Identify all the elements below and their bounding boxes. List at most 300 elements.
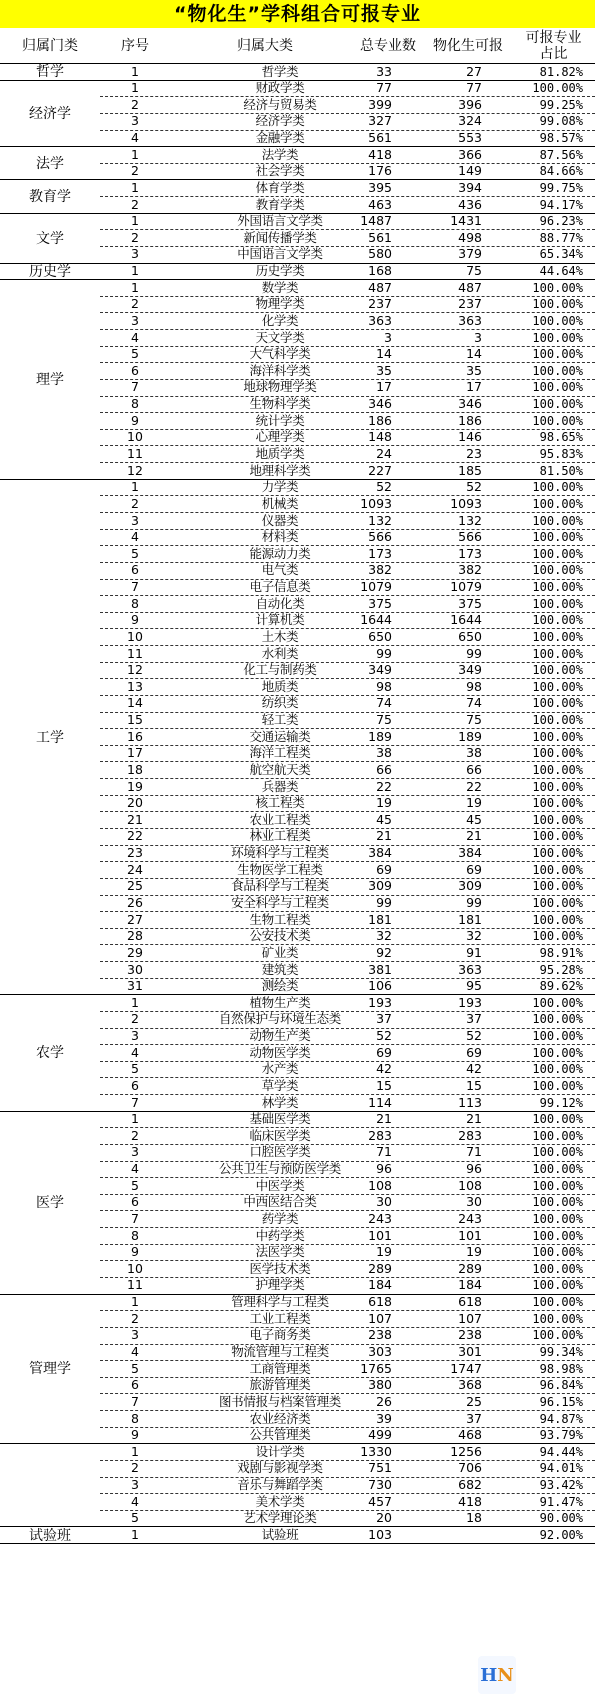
row-total: 375 <box>368 595 392 611</box>
row-index: 7 <box>131 1094 139 1110</box>
row-subject: 自动化类 <box>255 595 305 611</box>
row-total: 66 <box>376 761 392 777</box>
row-phy-chem-bio: 21 <box>466 828 482 844</box>
row-subject: 大气科学类 <box>249 346 311 362</box>
row-phy-chem-bio: 30 <box>466 1194 482 1210</box>
row-index: 10 <box>127 1260 143 1276</box>
row-ratio: 100.00% <box>532 1029 583 1044</box>
row-subject: 公共管理类 <box>249 1427 311 1443</box>
row-phy-chem-bio: 71 <box>466 1144 482 1160</box>
row-phy-chem-bio: 32 <box>466 928 482 944</box>
row-total: 346 <box>368 396 392 412</box>
row-phy-chem-bio: 146 <box>458 429 482 445</box>
row-ratio: 98.57% <box>539 131 583 146</box>
row-index: 1 <box>131 1526 139 1542</box>
row-phy-chem-bio: 706 <box>458 1460 482 1476</box>
row-ratio: 99.75% <box>539 180 583 195</box>
row-total: 69 <box>376 1044 392 1060</box>
row-index: 25 <box>127 878 143 894</box>
row-subject: 环境科学与工程类 <box>231 845 329 861</box>
row-phy-chem-bio: 468 <box>458 1427 482 1443</box>
category-name: 文学 <box>36 230 64 247</box>
row-phy-chem-bio: 69 <box>466 861 482 877</box>
row-index: 9 <box>131 612 139 628</box>
row-index: 1 <box>131 479 139 495</box>
row-phy-chem-bio: 418 <box>458 1493 482 1509</box>
row-phy-chem-bio: 243 <box>458 1210 482 1226</box>
row-phy-chem-bio: 14 <box>466 346 482 362</box>
category-name: 历史学 <box>29 263 71 280</box>
row-index: 15 <box>127 712 143 728</box>
row-subject: 电子信息类 <box>249 579 311 595</box>
row-index: 4 <box>131 529 139 545</box>
row-subject: 生物医学工程类 <box>237 861 323 877</box>
row-index: 22 <box>127 828 143 844</box>
row-phy-chem-bio: 309 <box>458 878 482 894</box>
row-subject: 动物医学类 <box>249 1044 311 1060</box>
row-index: 17 <box>127 745 143 761</box>
category-name: 管理学 <box>29 1361 71 1378</box>
row-total: 382 <box>368 562 392 578</box>
row-phy-chem-bio: 77 <box>466 80 482 96</box>
row-subject: 农业工程类 <box>249 811 311 827</box>
row-subject: 交通运输类 <box>249 728 311 744</box>
row-ratio: 100.00% <box>532 796 583 811</box>
header-phy-chem-bio: 物化生可报 <box>433 37 503 54</box>
row-total: 42 <box>376 1061 392 1077</box>
row-subject: 自然保护与环境生态类 <box>218 1011 341 1027</box>
row-phy-chem-bio: 618 <box>458 1294 482 1310</box>
row-index: 27 <box>127 911 143 927</box>
row-total: 238 <box>368 1327 392 1343</box>
row-total: 1765 <box>360 1360 392 1376</box>
row-ratio: 100.00% <box>532 995 583 1010</box>
row-phy-chem-bio: 237 <box>458 296 482 312</box>
row-total: 1079 <box>360 579 392 595</box>
row-index: 3 <box>131 1028 139 1044</box>
row-total: 107 <box>368 1310 392 1326</box>
row-total: 22 <box>376 778 392 794</box>
row-index: 3 <box>131 113 139 129</box>
row-total: 309 <box>368 878 392 894</box>
row-total: 580 <box>368 246 392 262</box>
row-index: 4 <box>131 329 139 345</box>
row-total: 99 <box>376 895 392 910</box>
row-total: 45 <box>376 811 392 827</box>
row-ratio: 100.00% <box>532 896 583 910</box>
row-phy-chem-bio: 283 <box>458 1127 482 1143</box>
category-name: 法学 <box>36 155 64 172</box>
row-index: 6 <box>131 362 139 378</box>
row-phy-chem-bio: 23 <box>466 445 482 461</box>
row-subject: 生物工程类 <box>249 911 311 927</box>
row-phy-chem-bio: 324 <box>458 113 482 129</box>
row-ratio: 100.00% <box>532 862 583 877</box>
row-ratio: 100.00% <box>532 1162 583 1177</box>
row-phy-chem-bio: 21 <box>466 1111 482 1127</box>
row-subject: 中国语言文学类 <box>237 246 323 262</box>
row-index: 2 <box>131 1310 139 1326</box>
row-phy-chem-bio: 98 <box>466 678 482 694</box>
row-total: 566 <box>368 529 392 545</box>
row-index: 2 <box>131 495 139 511</box>
row-subject: 海洋工程类 <box>249 745 311 761</box>
row-index: 2 <box>131 229 139 245</box>
row-ratio: 81.82% <box>539 64 583 79</box>
row-subject: 药学类 <box>261 1210 299 1226</box>
row-ratio: 100.00% <box>532 846 583 861</box>
row-total: 92 <box>376 944 392 960</box>
row-subject: 新闻传播学类 <box>243 229 317 245</box>
header-ratio-line1: 可报专业 <box>525 29 582 46</box>
row-index: 2 <box>131 1460 139 1476</box>
category-name: 经济学 <box>29 105 71 122</box>
row-phy-chem-bio: 37 <box>466 1410 482 1426</box>
row-subject: 动物生产类 <box>249 1028 311 1044</box>
row-total: 101 <box>368 1227 392 1243</box>
row-ratio: 96.23% <box>539 214 583 229</box>
row-total: 3 <box>384 329 392 345</box>
row-index: 5 <box>131 545 139 561</box>
row-index: 2 <box>131 1011 139 1027</box>
category-name: 工学 <box>36 729 64 746</box>
row-ratio: 100.00% <box>532 729 583 744</box>
row-subject: 艺术学理论类 <box>243 1510 317 1526</box>
row-total: 189 <box>368 728 392 744</box>
row-total: 35 <box>376 362 392 378</box>
row-phy-chem-bio: 3 <box>474 329 482 345</box>
row-subject: 植物生产类 <box>249 994 311 1010</box>
row-total: 14 <box>376 346 392 362</box>
row-subject: 法医学类 <box>255 1244 305 1260</box>
row-phy-chem-bio: 113 <box>458 1094 482 1110</box>
row-ratio: 100.00% <box>532 1178 583 1193</box>
row-total: 103 <box>368 1526 392 1542</box>
row-subject: 测绘类 <box>261 978 299 994</box>
row-index: 24 <box>127 861 143 877</box>
row-index: 12 <box>127 662 143 678</box>
row-index: 10 <box>127 628 143 644</box>
row-total: 395 <box>368 179 392 195</box>
row-index: 6 <box>131 1377 139 1393</box>
header-subject: 归属大类 <box>237 37 293 54</box>
row-index: 4 <box>131 130 139 146</box>
row-index: 12 <box>127 462 143 478</box>
row-total: 77 <box>376 80 392 96</box>
row-total: 32 <box>376 928 392 944</box>
row-total: 21 <box>376 828 392 844</box>
row-ratio: 100.00% <box>532 1195 583 1210</box>
row-subject: 工商管理类 <box>249 1360 311 1376</box>
row-phy-chem-bio: 379 <box>458 246 482 262</box>
row-total: 37 <box>376 1011 392 1027</box>
row-phy-chem-bio: 363 <box>458 961 482 977</box>
row-index: 23 <box>127 845 143 861</box>
group-divider <box>0 1543 595 1544</box>
row-phy-chem-bio: 650 <box>458 628 482 644</box>
row-phy-chem-bio: 96 <box>466 1161 482 1177</box>
row-total: 173 <box>368 545 392 561</box>
row-index: 1 <box>131 994 139 1010</box>
header-category: 归属门类 <box>22 37 78 54</box>
row-total: 17 <box>376 379 392 395</box>
row-total: 1644 <box>360 612 392 628</box>
row-subject: 社会学类 <box>255 163 305 179</box>
row-index: 8 <box>131 1410 139 1426</box>
row-subject: 生物科学类 <box>249 396 311 412</box>
row-phy-chem-bio: 384 <box>458 845 482 861</box>
row-ratio: 100.00% <box>532 1012 583 1027</box>
row-ratio: 100.00% <box>532 1245 583 1260</box>
row-index: 1 <box>131 279 139 295</box>
row-phy-chem-bio: 75 <box>466 263 482 279</box>
row-phy-chem-bio: 22 <box>466 778 482 794</box>
row-total: 618 <box>368 1294 392 1310</box>
row-index: 3 <box>131 1144 139 1160</box>
row-index: 19 <box>127 778 143 794</box>
row-total: 168 <box>368 263 392 279</box>
row-ratio: 100.00% <box>532 580 583 595</box>
row-index: 1 <box>131 63 139 79</box>
row-total: 303 <box>368 1344 392 1359</box>
row-ratio: 44.64% <box>539 264 583 279</box>
row-phy-chem-bio: 173 <box>458 545 482 561</box>
row-phy-chem-bio: 301 <box>458 1344 482 1359</box>
row-total: 381 <box>368 961 392 977</box>
row-ratio: 100.00% <box>532 696 583 711</box>
row-total: 74 <box>376 695 392 711</box>
row-total: 39 <box>376 1410 392 1426</box>
row-phy-chem-bio: 45 <box>466 811 482 827</box>
row-subject: 林业工程类 <box>249 828 311 844</box>
row-subject: 核工程类 <box>255 795 305 811</box>
row-ratio: 99.12% <box>539 1095 583 1110</box>
row-total: 26 <box>376 1393 392 1409</box>
row-total: 21 <box>376 1111 392 1127</box>
row-phy-chem-bio: 184 <box>458 1277 482 1293</box>
row-ratio: 100.00% <box>532 629 583 644</box>
row-subject: 地质类 <box>261 678 299 694</box>
row-total: 75 <box>376 712 392 728</box>
row-total: 349 <box>368 662 392 678</box>
row-phy-chem-bio <box>420 1526 490 1544</box>
row-ratio: 100.00% <box>532 929 583 944</box>
row-subject: 体育学类 <box>255 179 305 195</box>
row-phy-chem-bio: 368 <box>458 1377 482 1393</box>
row-total: 499 <box>368 1427 392 1443</box>
row-subject: 戏剧与影视学类 <box>237 1460 323 1476</box>
row-total: 751 <box>368 1460 392 1476</box>
row-ratio: 100.00% <box>532 563 583 578</box>
row-subject: 仪器类 <box>261 512 299 528</box>
row-index: 13 <box>127 678 143 694</box>
row-total: 33 <box>376 63 392 79</box>
row-index: 2 <box>131 96 139 112</box>
row-phy-chem-bio: 52 <box>466 1028 482 1044</box>
row-index: 7 <box>131 1210 139 1226</box>
logo-letter-h: H <box>480 1664 498 1686</box>
row-index: 1 <box>131 263 139 279</box>
row-index: 11 <box>127 645 143 661</box>
row-index: 8 <box>131 396 139 412</box>
row-index: 8 <box>131 595 139 611</box>
row-ratio: 100.00% <box>532 347 583 362</box>
row-ratio: 100.00% <box>532 1045 583 1060</box>
row-ratio: 81.50% <box>539 463 583 478</box>
row-index: 29 <box>127 944 143 960</box>
row-ratio: 91.47% <box>539 1494 583 1509</box>
row-ratio: 94.44% <box>539 1444 583 1459</box>
row-phy-chem-bio: 396 <box>458 96 482 112</box>
row-ratio: 99.08% <box>539 114 583 129</box>
row-index: 10 <box>127 429 143 445</box>
row-ratio: 100.00% <box>532 613 583 628</box>
row-phy-chem-bio: 27 <box>466 63 482 79</box>
row-index: 11 <box>127 1277 143 1293</box>
row-index: 1 <box>131 1111 139 1127</box>
row-ratio: 100.00% <box>532 879 583 894</box>
row-total: 52 <box>376 1028 392 1044</box>
row-subject: 音乐与舞蹈学类 <box>237 1477 323 1493</box>
row-index: 1 <box>131 80 139 96</box>
row-index: 14 <box>127 695 143 711</box>
row-ratio: 100.00% <box>532 81 583 96</box>
row-index: 1 <box>131 179 139 195</box>
row-ratio: 93.79% <box>539 1428 583 1443</box>
row-phy-chem-bio: 346 <box>458 396 482 412</box>
row-index: 2 <box>131 196 139 212</box>
row-subject: 林学类 <box>261 1094 299 1110</box>
row-total: 730 <box>368 1477 392 1493</box>
row-ratio: 92.00% <box>539 1527 583 1542</box>
row-index: 6 <box>131 562 139 578</box>
row-ratio: 100.00% <box>532 1228 583 1243</box>
row-phy-chem-bio: 498 <box>458 229 482 245</box>
row-phy-chem-bio: 186 <box>458 412 482 428</box>
row-phy-chem-bio: 289 <box>458 1260 482 1276</box>
row-ratio: 84.66% <box>539 164 583 179</box>
row-total: 457 <box>368 1493 392 1509</box>
row-ratio: 100.00% <box>532 1211 583 1226</box>
category-name: 教育学 <box>29 189 71 206</box>
row-subject: 口腔医学类 <box>249 1144 311 1160</box>
row-subject: 机械类 <box>261 495 299 511</box>
row-subject: 旅游管理类 <box>249 1377 311 1393</box>
row-total: 52 <box>376 479 392 495</box>
row-ratio: 100.00% <box>532 1145 583 1160</box>
row-index: 1 <box>131 146 139 162</box>
row-subject: 地质学类 <box>255 445 305 461</box>
row-subject: 海洋科学类 <box>249 362 311 378</box>
row-index: 3 <box>131 312 139 328</box>
row-ratio: 100.00% <box>532 530 583 545</box>
row-total: 20 <box>376 1510 392 1526</box>
row-subject: 中西医结合类 <box>243 1194 317 1210</box>
row-phy-chem-bio: 682 <box>458 1477 482 1493</box>
row-subject: 经济学类 <box>255 113 305 129</box>
row-phy-chem-bio: 1747 <box>450 1360 482 1376</box>
row-subject: 基础医学类 <box>249 1111 311 1127</box>
row-subject: 外国语言文学类 <box>237 213 323 229</box>
row-subject: 物理学类 <box>255 296 305 312</box>
row-subject: 财政学类 <box>255 80 305 96</box>
row-total: 650 <box>368 628 392 644</box>
row-subject: 电气类 <box>261 562 299 578</box>
row-phy-chem-bio: 108 <box>458 1177 482 1193</box>
row-phy-chem-bio: 349 <box>458 662 482 678</box>
row-phy-chem-bio: 238 <box>458 1327 482 1343</box>
row-total: 106 <box>368 978 392 994</box>
row-total: 1330 <box>360 1443 392 1459</box>
row-ratio: 100.00% <box>532 1328 583 1343</box>
row-index: 2 <box>131 296 139 312</box>
row-subject: 天文学类 <box>255 329 305 345</box>
row-subject: 水产类 <box>261 1061 299 1077</box>
row-phy-chem-bio: 1093 <box>450 495 482 511</box>
row-ratio: 100.00% <box>532 812 583 827</box>
row-total: 363 <box>368 312 392 328</box>
row-ratio: 100.00% <box>532 513 583 528</box>
row-index: 3 <box>131 1327 139 1343</box>
row-subject: 材料类 <box>261 529 299 545</box>
row-subject: 公安技术类 <box>249 928 311 944</box>
row-ratio: 100.00% <box>532 363 583 378</box>
row-index: 5 <box>131 1177 139 1193</box>
category-name: 农学 <box>36 1045 64 1062</box>
row-total: 1093 <box>360 495 392 511</box>
category-name: 试验班 <box>29 1527 71 1544</box>
row-ratio: 100.00% <box>532 330 583 345</box>
row-subject: 安全科学与工程类 <box>231 895 329 910</box>
row-subject: 数学类 <box>261 279 299 295</box>
row-phy-chem-bio: 181 <box>458 911 482 927</box>
row-ratio: 100.00% <box>532 480 583 495</box>
row-total: 283 <box>368 1127 392 1143</box>
row-ratio: 100.00% <box>532 496 583 511</box>
row-total: 227 <box>368 462 392 478</box>
row-index: 21 <box>127 811 143 827</box>
row-ratio: 100.00% <box>532 297 583 312</box>
row-ratio: 100.00% <box>532 280 583 295</box>
row-ratio: 100.00% <box>532 380 583 395</box>
row-phy-chem-bio: 101 <box>458 1227 482 1243</box>
row-total: 96 <box>376 1161 392 1177</box>
row-subject: 工业工程类 <box>249 1310 311 1326</box>
row-subject: 护理学类 <box>255 1277 305 1293</box>
row-phy-chem-bio: 366 <box>458 146 482 162</box>
row-subject: 临床医学类 <box>249 1127 311 1143</box>
row-ratio: 100.00% <box>532 829 583 844</box>
row-ratio: 98.98% <box>539 1361 583 1376</box>
row-ratio: 100.00% <box>532 546 583 561</box>
row-index: 9 <box>131 1244 139 1260</box>
row-index: 7 <box>131 1393 139 1409</box>
row-ratio: 94.87% <box>539 1411 583 1426</box>
row-subject: 力学类 <box>261 479 299 495</box>
row-phy-chem-bio: 69 <box>466 1044 482 1060</box>
row-subject: 历史学类 <box>255 263 305 279</box>
row-total: 30 <box>376 1194 392 1210</box>
row-total: 463 <box>368 196 392 212</box>
row-total: 99 <box>376 645 392 661</box>
row-ratio: 90.00% <box>539 1511 583 1526</box>
row-ratio: 87.56% <box>539 147 583 162</box>
row-ratio: 99.25% <box>539 97 583 112</box>
row-ratio: 65.34% <box>539 247 583 262</box>
row-total: 399 <box>368 96 392 112</box>
row-ratio: 88.77% <box>539 230 583 245</box>
row-subject: 管理科学与工程类 <box>231 1294 329 1310</box>
